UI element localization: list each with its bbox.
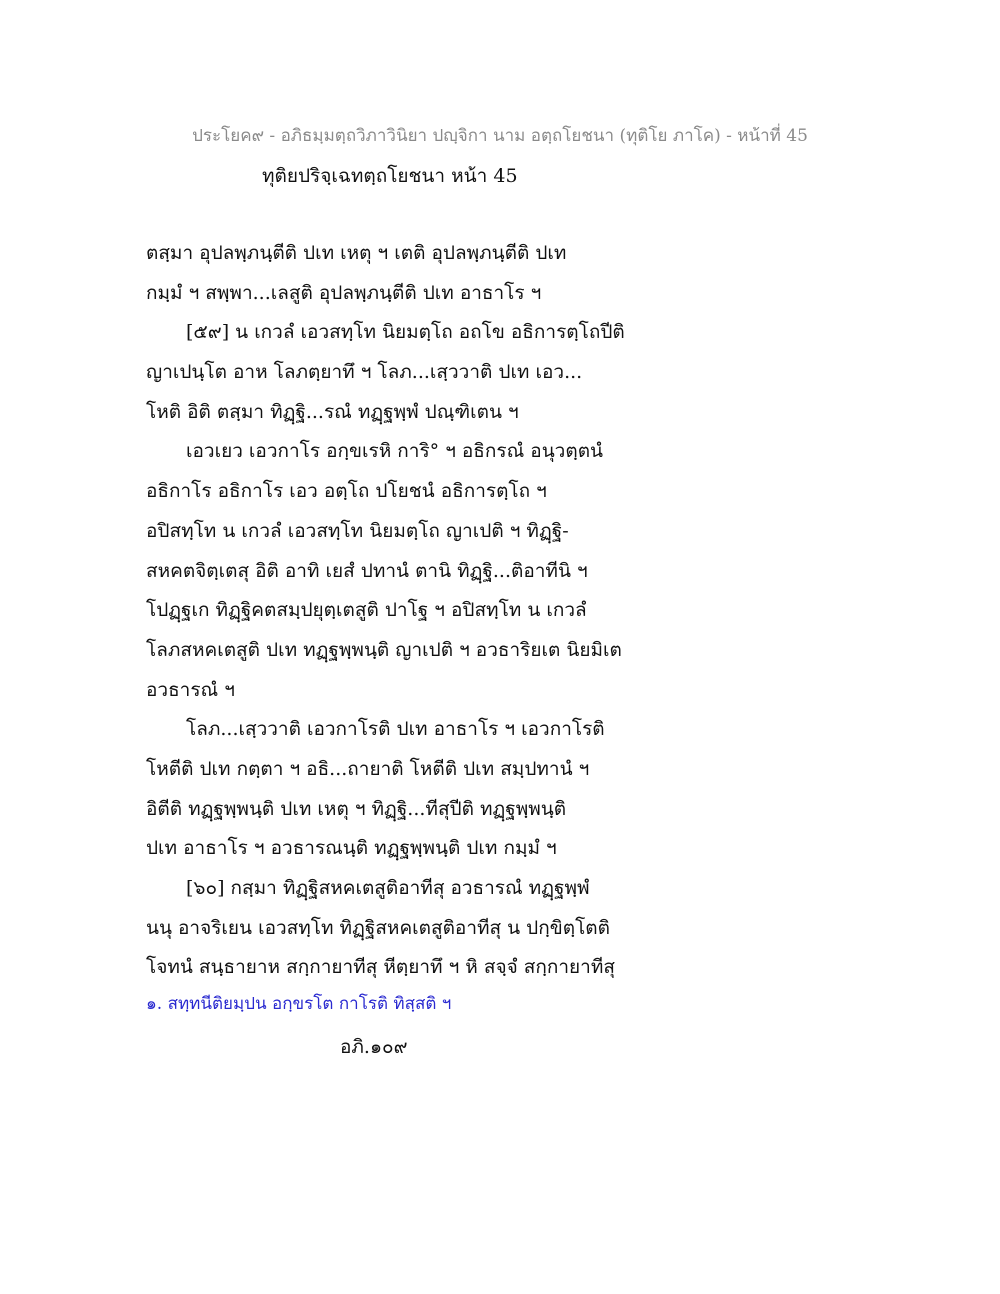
text-line: อธิกาโร อธิกาโร เอว อตฺโถ ปโยชนํ อธิการตฺโถ ฯ (146, 480, 547, 503)
text-line: [๖๐] กสฺมา ทิฏฺฐิสหคเตสูติอาทีสุ อวธารณํ ทฏฺฐพฺพํ (186, 877, 590, 899)
text-line: [๕๙] น เกวลํ เอวสทฺโท นิยมตฺโถ อถโข อธิการตฺโถปีติ (186, 321, 625, 344)
text-line: นนุ อาจริเยน เอวสทฺโท ทิฏฺฐิสหคเตสูติอาทีสุ น ปกฺขิตฺโตติ (146, 916, 610, 939)
text-line: โปฏฺฐเก ทิฏฺฐิคตสมฺปยุตฺเตสูติ ปาโฐ ฯ อปิสทฺโท น เกวลํ (146, 599, 587, 622)
page-reference: อภิ.๑๐๙ (340, 1036, 408, 1058)
running-header: ประโยค๙ - อภิธมฺมตฺถวิภาวินิยา ปญฺจิกา นาม อตฺถโยชนา (ทุติโย ภาโค) - หน้าที่ 45 (192, 126, 808, 146)
text-line: สหคตจิตฺเตสุ อิติ อาทิ เยสํ ปทานํ ตานิ ทิฏฺฐิ...ติอาทีนิ ฯ (146, 559, 588, 582)
text-line: โหตีติ ปเท กตฺตา ฯ อธิ...ถายาติ โหตีติ ปเท สมฺปทานํ ฯ (146, 757, 590, 780)
section-title: ทุติยปริจฺเฉทตฺถโยชนา หน้า 45 (262, 165, 518, 187)
text-line: อปิสทฺโท น เกวลํ เอวสทฺโท นิยมตฺโถ ญาเปติ ฯ ทิฏฺฐิ- (146, 519, 569, 542)
text-line: อวธารณํ ฯ (146, 678, 235, 701)
text-line: โจทนํ สนฺธายาห สกฺกายาทีสุ หีตฺยาทึ ฯ หิ สจฺจํ สกฺกายาทีสุ (146, 956, 615, 979)
text-line: ญาเปนฺโต อาห โลภตฺยาทึ ฯ โลภ...เสฺววาติ ปเท เอว... (146, 361, 583, 384)
text-line: กมฺมํ ฯ สพฺพา...เลสูติ อุปลพฺภนฺตีติ ปเท อาธาโร ฯ (146, 281, 542, 304)
body-text (146, 237, 666, 991)
footnote: ๑. สทฺทนีติยมฺปน อกฺขรโต กาโรติ ทิสฺสติ ฯ (146, 994, 452, 1014)
text-line: โหติ อิติ ตสฺมา ทิฏฺฐิ...รณํ ทฏฺฐพฺพํ ปณฺฑิเตน ฯ (146, 400, 519, 423)
text-line: โลภ...เสฺววาติ เอวกาโรติ ปเท อาธาโร ฯ เอวกาโรติ (186, 718, 605, 741)
text-line: โลภสหคเตสูติ ปเท ทฏฺฐพฺพนฺติ ญาเปติ ฯ อวธาริยเต นิยมิเต (146, 638, 622, 661)
text-line: ปเท อาธาโร ฯ อวธารณนฺติ ทฏฺฐพฺพนฺติ ปเท กมฺมํ ฯ (146, 837, 557, 860)
text-line: ตสฺมา อุปลพฺภนฺตีติ ปเท เหตุ ฯ เตติ อุปลพฺภนฺตีติ ปเท (146, 242, 567, 264)
text-line: เอวเยว เอวกาโร อกฺขเรหิ การิ° ฯ อธิกรณํ อนุวตฺตนํ (186, 440, 604, 463)
text-line: อิตีติ ทฏฺฐพฺพนฺติ ปเท เหตุ ฯ ทิฏฺฐิ...ทีสุปีติ ทฏฺฐพฺพนฺติ (146, 797, 567, 820)
